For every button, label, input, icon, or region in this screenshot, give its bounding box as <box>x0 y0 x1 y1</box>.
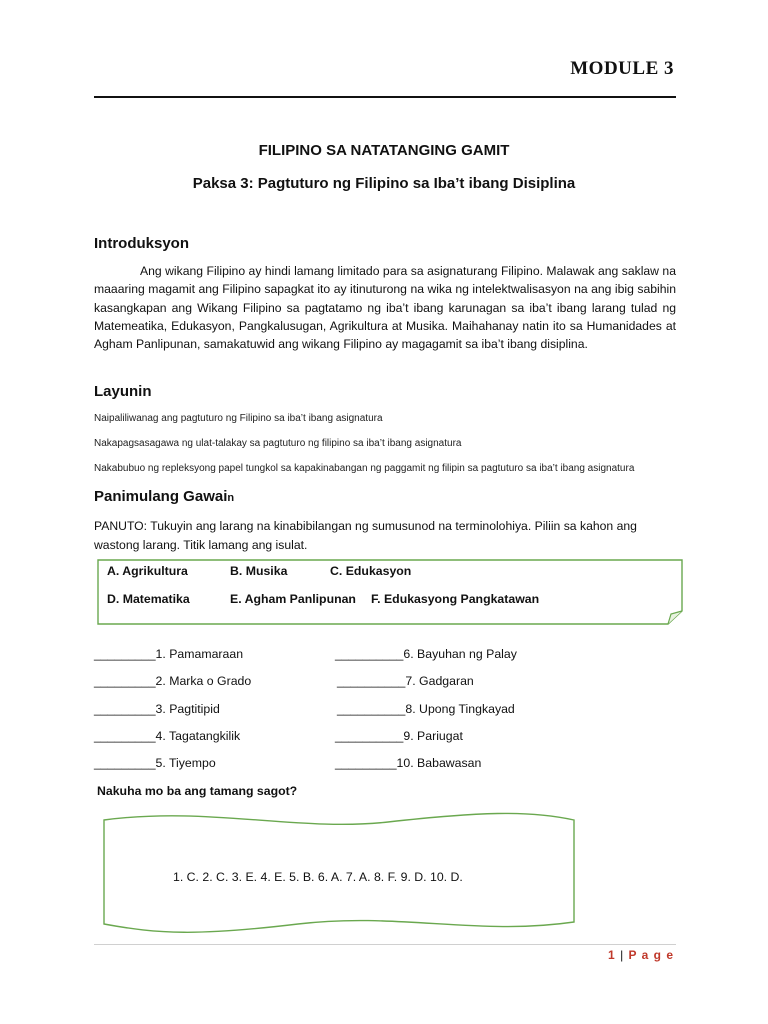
document-subtitle: Paksa 3: Pagtuturo ng Filipino sa Iba’t ibang Disiplina <box>192 175 576 192</box>
answer-key: 1. C. 2. C. 3. E. 4. E. 5. B. 6. A. 7. A. 8. F. 9. D. 10. D. <box>173 870 463 884</box>
panimula-heading-tail: n <box>227 492 235 504</box>
choice-f: F. Edukasyong Pangkatawan <box>371 592 540 606</box>
choice-e: E. Agham Panlipunan <box>230 592 356 606</box>
panimula-heading <box>94 488 234 505</box>
choices-box <box>97 559 683 625</box>
item-2: _________2. Marka o Grado <box>94 674 252 688</box>
page-number-value: 1 <box>608 948 616 962</box>
item-8: __________8. Upong Tingkayad <box>337 702 515 716</box>
layunin-item-2: Nakapagsasagawa ng ulat-talakay sa pagtuturo ng filipino sa iba’t ibang asignatura <box>94 438 462 449</box>
panuto-instruction: PANUTO: Tukuyin ang larang na kinabibilangan ng sumusunod na terminolohiya. Piliin sa kahon ang wastong larang. Titik lamang ang isulat. <box>94 519 637 552</box>
choice-c: C. Edukasyon <box>330 564 412 578</box>
item-1: _________1. Pamamaraan <box>94 647 244 661</box>
answer-question: Nakuha mo ba ang tamang sagot? <box>97 784 298 798</box>
page-separator: | <box>620 948 625 962</box>
introduksyon-heading: Introduksyon <box>94 235 190 252</box>
item-3: _________3. Pagtitipid <box>94 702 220 716</box>
layunin-item-3: Nakabubuo ng repleksyong papel tungkol sa kapakinabangan ng paggamit ng filipin sa pagtuturo sa iba’t ibang asignatura <box>94 463 635 474</box>
introduksyon-text: Ang wikang Filipino ay hindi lamang limitado para sa asignaturang Filipino. Malawak ang saklaw na maaaring magamit ang Filipino sapagkat ito ay itinuturong na wika ng intelektwalisasyon na ang ibig sabihin kasangkapan ang Wikang Filipino sa pagtatamo ng iba’t ibang karunagan sa iba’t ibang larang tulad ng Matemeatika, Edukasyon, Pangkalusugan, Agrikultura at Musika. Maihahanay natin ito sa Humanidades at Agham Panlipunan, samakatuwid ang wikang Filipino ay magagamit sa iba’t ibang disiplina. <box>94 264 676 352</box>
page-word: P a g e <box>628 948 674 962</box>
page-number <box>608 948 674 962</box>
layunin-heading: Layunin <box>94 383 152 400</box>
choice-b: B. Musika <box>230 564 288 578</box>
item-5: _________5. Tiyempo <box>94 756 216 770</box>
module-label: MODULE 3 <box>570 58 674 79</box>
item-4: _________4. Tagatangkilik <box>94 729 241 743</box>
item-9: __________9. Pariugat <box>335 729 463 743</box>
header-rule <box>94 96 676 98</box>
layunin-item-1: Naipaliliwanag ang pagtuturo ng Filipino sa iba’t ibang asignatura <box>94 413 383 424</box>
footer-rule <box>94 944 676 945</box>
item-6: __________6. Bayuhan ng Palay <box>335 647 517 661</box>
document-title: FILIPINO SA NATATANGING GAMIT <box>258 142 510 159</box>
choice-a: A. Agrikultura <box>107 564 188 578</box>
item-7: __________7. Gadgaran <box>337 674 474 688</box>
introduksyon-paragraph <box>94 262 676 353</box>
item-10: _________10. Babawasan <box>335 756 482 770</box>
panimula-heading-main: Panimulang Gawai <box>94 488 228 505</box>
choice-d: D. Matematika <box>107 592 190 606</box>
